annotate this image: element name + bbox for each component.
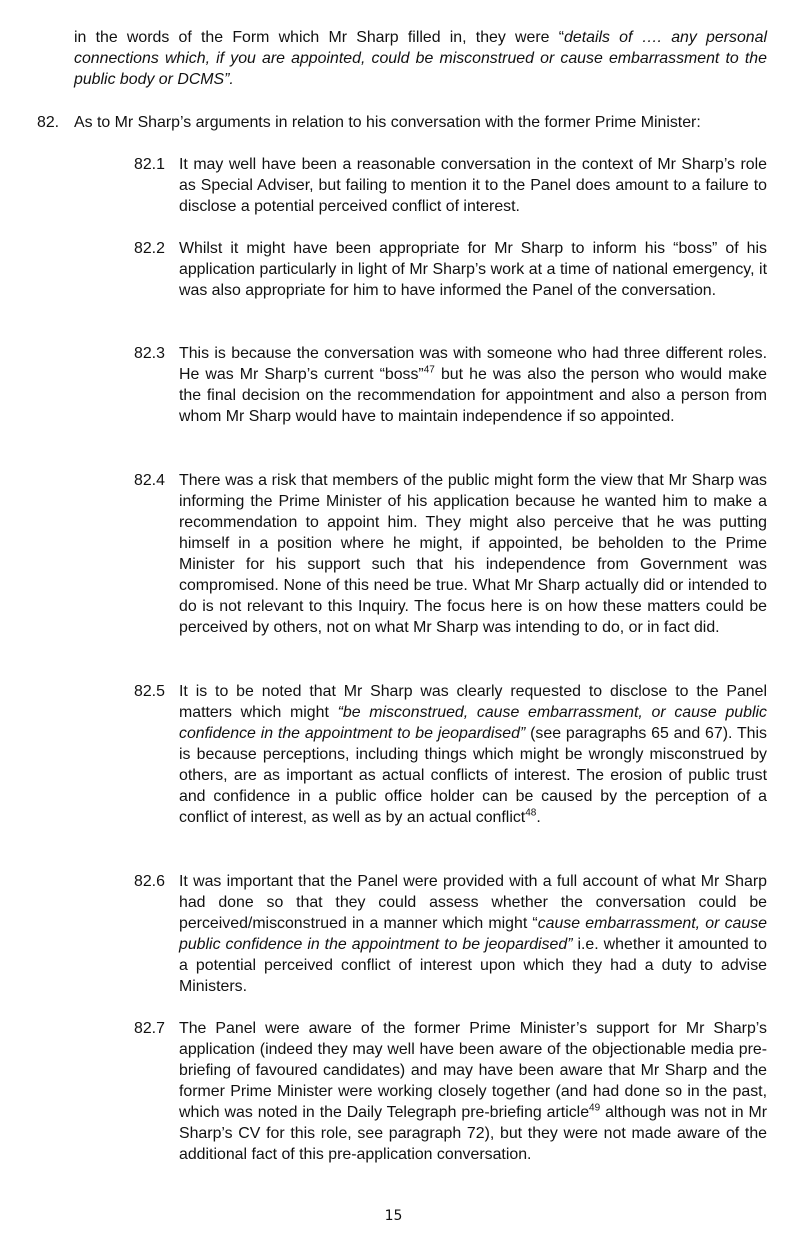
quoted-text: cause embarrassment, or cause public confidence in the appointment to be jeopardised” bbox=[179, 915, 767, 953]
subparagraph-text bbox=[179, 681, 767, 828]
subparagraph-text: There was a risk that members of the public might form the view that Mr Sharp was informing the Prime Minister of his application because he wanted him to make a recommendation to appoint him. They might also perceive that he was putting himself in a position where he might, if appointed, be beholden to the Prime Minister for his support such that his independence from Government was compromised. None of this need be true. What Mr Sharp actually did or intended to do is not relevant to this Inquiry. The focus here is on how these matters could be perceived by others, not on what Mr Sharp was intending to do, or in fact did. bbox=[179, 472, 767, 636]
text-run: It is to be noted that Mr Sharp was clearly requested to disclose to the Panel matters which might bbox=[179, 683, 767, 721]
footnote-ref-49[interactable]: 49 bbox=[589, 1102, 601, 1114]
subparagraph-text: Whilst it might have been appropriate for Mr Sharp to inform his “boss” of his application particularly in light of Mr Sharp’s work at a time of national emergency, it was also appropriate for him to have informed the Panel of the conversation. bbox=[179, 240, 767, 299]
paragraph-text: As to Mr Sharp’s arguments in relation to his conversation with the former Prime Minister: bbox=[74, 114, 701, 131]
subparagraph-text: It may well have been a reasonable conversation in the context of Mr Sharp’s role as Special Adviser, but failing to mention it to the Panel does amount to a failure to disclose a potential perceived conflict of interest. bbox=[179, 156, 767, 215]
subparagraph-number: 82.5 bbox=[134, 683, 165, 700]
subparagraph-number: 82.4 bbox=[134, 472, 165, 489]
subparagraph-text bbox=[179, 871, 767, 997]
subparagraph-number: 82.3 bbox=[134, 345, 165, 362]
text-run: i.e. whether it amounted to a potential perceived conflict of interest upon which they had a duty to advise Ministers. bbox=[179, 936, 767, 995]
subparagraph-number: 82.2 bbox=[134, 240, 165, 257]
text-run: although was not in Mr Sharp’s CV for this role, see paragraph 72), but they were not made aware of the additional fact of this pre-application conversation. bbox=[179, 1104, 767, 1163]
intro-quote: details of …. any personal connections which, if you are appointed, could be misconstrued or cause embarrassment to the public body or DCMS”. bbox=[74, 29, 767, 88]
subparagraph-text bbox=[179, 343, 767, 427]
subparagraph-text bbox=[179, 1018, 767, 1165]
text-run: The Panel were aware of the former Prime Minister’s support for Mr Sharp’s application (indeed they may well have been aware of the objectionable media pre-briefing of favoured candidates) and may have been aware that Mr Sharp and the former Prime Minister were working closely together (and had done so in the past, which was noted in the Daily Telegraph pre-briefing article bbox=[179, 1020, 767, 1121]
subparagraph-number: 82.6 bbox=[134, 873, 165, 890]
text-run: . bbox=[536, 809, 541, 826]
text-run: but he was also the person who would make the final decision on the recommendation for appointment and also a person from whom Mr Sharp would have to maintain independence if so appointed. bbox=[179, 366, 768, 425]
subparagraph-number: 82.7 bbox=[134, 1020, 165, 1037]
page-number: 15 bbox=[384, 1208, 403, 1224]
intro-text: in the words of the Form which Mr Sharp filled in, they were “ bbox=[74, 29, 565, 46]
intro-paragraph bbox=[74, 27, 767, 90]
paragraph-number: 82. bbox=[37, 114, 60, 131]
footnote-ref-47[interactable]: 47 bbox=[423, 364, 435, 376]
quoted-text: “be misconstrued, cause embarrassment, or cause public confidence in the appointment to be jeopardised” bbox=[179, 704, 767, 742]
text-run: It was important that the Panel were provided with a full account of what Mr Sharp had done so that they could assess whether the conversation could be perceived/misconstrued in a manner which might “ bbox=[179, 873, 767, 932]
footnote-ref-48[interactable]: 48 bbox=[525, 807, 537, 819]
text-run: This is because the conversation was with someone who had three different roles. He was Mr Sharp’s current “boss” bbox=[179, 345, 767, 383]
text-run: (see paragraphs 65 and 67). This is because perceptions, including things which might be wrongly misconstrued by others, are as important as actual conflicts of interest. The erosion of public trust and confidence in a public office holder can be caused by the perception of a conflict of interest, as well as by an actual conflict bbox=[179, 725, 767, 826]
subparagraph-number: 82.1 bbox=[134, 156, 165, 173]
